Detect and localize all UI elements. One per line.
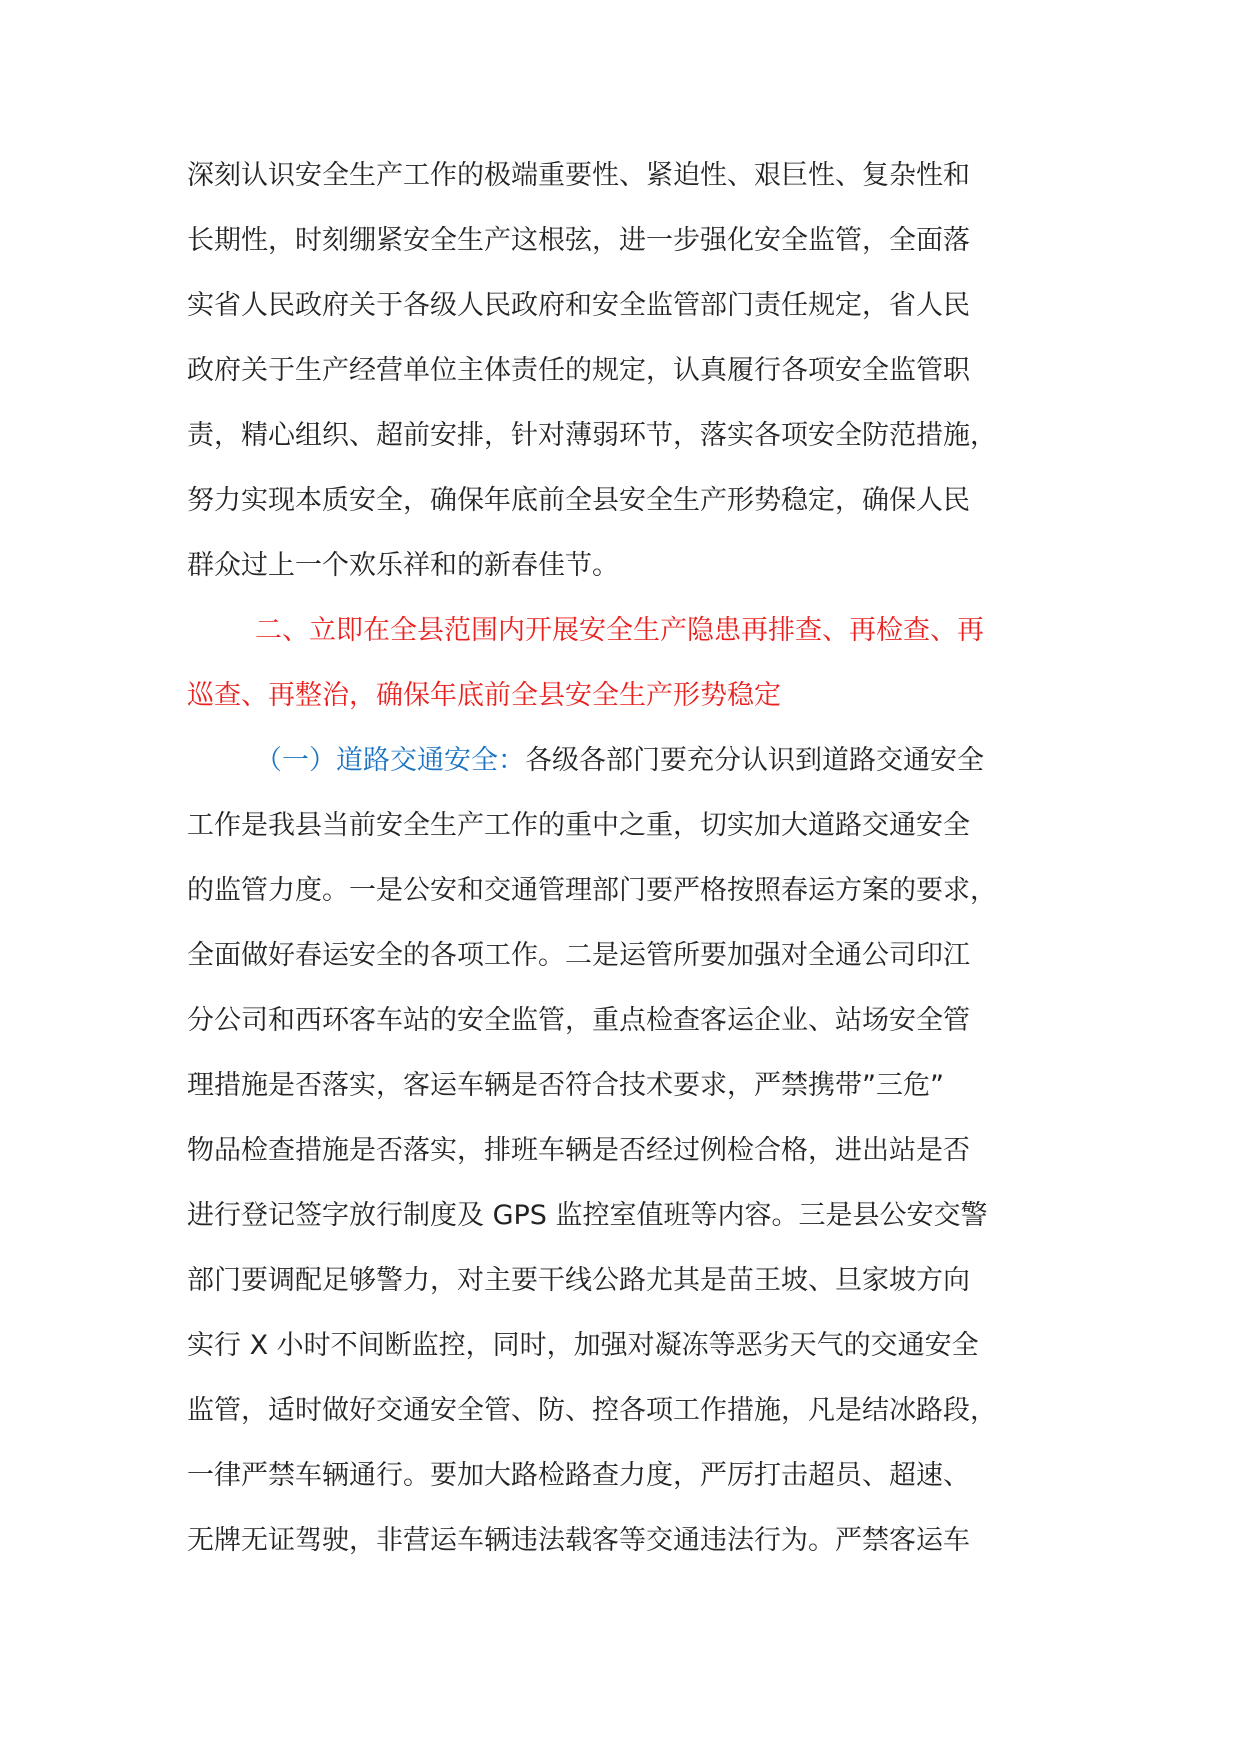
- section-heading-2: [187, 598, 1087, 728]
- subsection-line: 的监管力度。一是公安和交通管理部门要严格按照春运方案的要求，: [187, 875, 997, 906]
- subsection-line: 工作是我县当前安全生产工作的重中之重，切实加大道路交通安全: [187, 810, 970, 841]
- paragraph-1-line: 深刻认识安全生产工作的极端重要性、紧迫性、艰巨性、复杂性和: [187, 160, 970, 191]
- subsection-heading: （一）道路交通安全：: [255, 745, 525, 776]
- subsection-first-line-text: 各级各部门要充分认识到道路交通安全: [525, 745, 984, 776]
- paragraph-1: [187, 143, 1087, 598]
- subsection-line: 进行登记签字放行制度及 GPS 监控室值班等内容。三是县公安交警: [187, 1200, 988, 1231]
- section-heading-line: 巡查、再整治，确保年底前全县安全生产形势稳定: [187, 680, 781, 711]
- subsection-line: 理措施是否落实，客运车辆是否符合技术要求，严禁携带”三危”: [187, 1070, 944, 1101]
- subsection-line: 监管，适时做好交通安全管、防、控各项工作措施，凡是结冰路段，: [187, 1395, 997, 1426]
- paragraph-1-line: 群众过上一个欢乐祥和的新春佳节。: [187, 550, 619, 581]
- subsection-road-traffic-safety: [187, 728, 1087, 1573]
- paragraph-1-line: 实省人民政府关于各级人民政府和安全监管部门责任规定，省人民: [187, 290, 970, 321]
- subsection-line: 无牌无证驾驶，非营运车辆违法载客等交通违法行为。严禁客运车: [187, 1525, 970, 1556]
- subsection-line: 分公司和西环客车站的安全监管，重点检查客运企业、站场安全管: [187, 1005, 970, 1036]
- subsection-line: 一律严禁车辆通行。要加大路检路查力度，严厉打击超员、超速、: [187, 1460, 970, 1491]
- subsection-line: 全面做好春运安全的各项工作。二是运管所要加强对全通公司印江: [187, 940, 970, 971]
- subsection-line: 部门要调配足够警力，对主要干线公路尤其是苗王坡、旦家坡方向: [187, 1265, 970, 1296]
- paragraph-1-line: 责，精心组织、超前安排，针对薄弱环节，落实各项安全防范措施，: [187, 420, 997, 451]
- subsection-line: 实行 X 小时不间断监控，同时，加强对凝冻等恶劣天气的交通安全: [187, 1330, 979, 1361]
- paragraph-1-line: 努力实现本质安全，确保年底前全县安全生产形势稳定，确保人民: [187, 485, 970, 516]
- paragraph-1-line: 政府关于生产经营单位主体责任的规定，认真履行各项安全监管职: [187, 355, 970, 386]
- subsection-line: 物品检查措施是否落实，排班车辆是否经过例检合格，进出站是否: [187, 1135, 970, 1166]
- paragraph-1-line: 长期性，时刻绷紧安全生产这根弦，进一步强化安全监管，全面落: [187, 225, 970, 256]
- section-heading-line: 二、立即在全县范围内开展安全生产隐患再排查、再检查、再: [255, 615, 984, 646]
- subsection-first-line: [187, 728, 1087, 793]
- document-body: [187, 143, 1087, 1573]
